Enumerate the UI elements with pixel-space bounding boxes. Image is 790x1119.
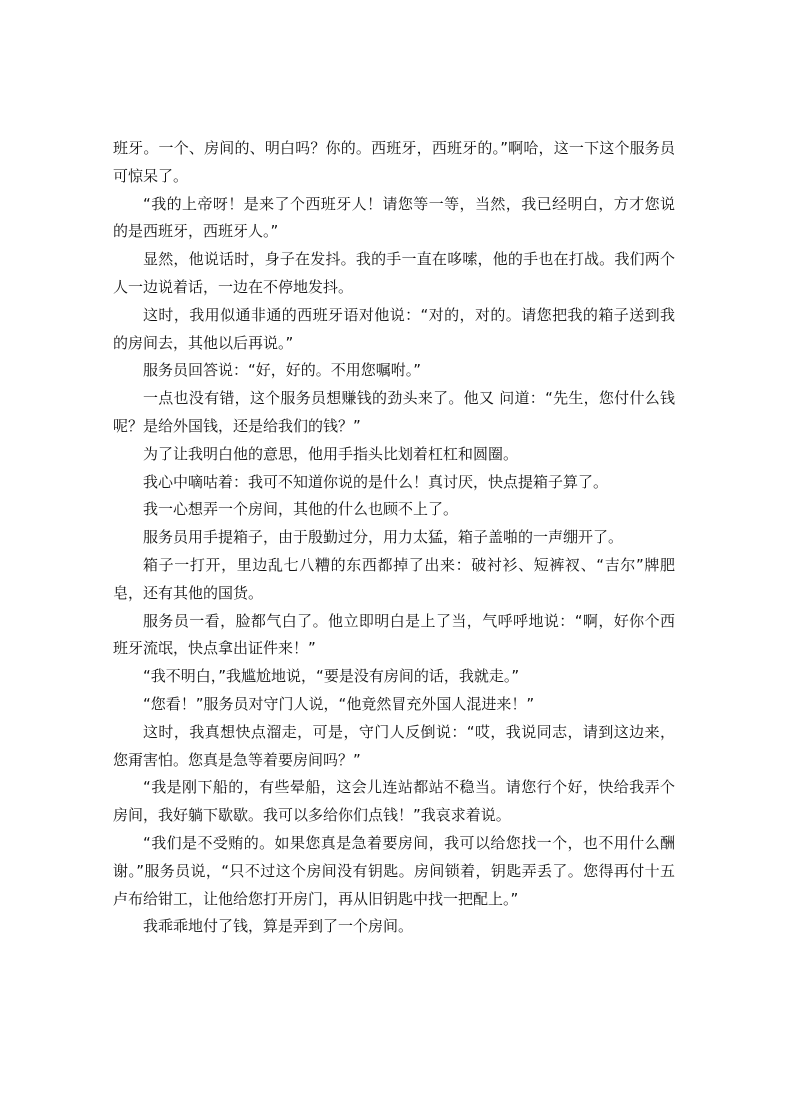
paragraph: 显然，他说话时，身子在发抖。我的手一直在哆嗦，他的手也在打战。我们两个人一边说着话，一边在不停地发抖。: [113, 250, 675, 296]
paragraph: 我乖乖地付了钱，算是弄到了一个房间。: [143, 917, 414, 936]
paragraph: 服务员回答说：“好，好的。不用您嘱咐。”: [143, 361, 422, 380]
paragraph: 班牙。一个、房间的、明白吗？你的。西班牙，西班牙的。”啊哈，这一下这个服务员可惊呆了。: [113, 139, 675, 185]
paragraph: 服务员用手提箱子，由于殷勤过分，用力太猛，箱子盖啪的一声绷开了。: [143, 528, 624, 547]
paragraph: “我们是不受贿的。如果您真是急着要房间，我可以给您找一个，也不用什么酬谢。”服务员说，“只不过这个房间没有钥匙。房间锁着，钥匙弄丢了。您得再付十五卢布给钳工，让他给您打开房门，再从旧钥匙中找一把配上。”: [113, 833, 675, 908]
paragraph: 服务员一看，脸都气白了。他立即明白是上了当，气呼呼地说：“啊，好你个西班牙流氓，快点拿出证件来！”: [113, 611, 675, 658]
paragraph: 我一心想弄一个房间，其他的什么也顾不上了。: [143, 500, 459, 519]
paragraph: 我心中嘀咕着：我可不知道你说的是什么！真讨厌，快点提箱子算了。: [143, 472, 609, 491]
paragraph: 一点也没有错，这个服务员想赚钱的劲头来了。他又 问道：“先生，您付什么钱呢？是给外国钱，还是给我们的钱？”: [113, 389, 675, 435]
paragraph: “您看！”服务员对守门人说，“他竟然冒充外国人混进来！”: [143, 694, 535, 713]
paragraph: 箱子一打开，里边乱七八糟的东西都掉了出来：破衬衫、短裤衩、“吉尔”牌肥皂，还有其他的国货。: [113, 555, 675, 602]
body-text: [113, 135, 675, 941]
paragraph: “我的上帝呀！是来了个西班牙人！请您等一等，当然，我已经明白，方才您说的是西班牙，西班牙人。”: [113, 194, 675, 241]
paragraph: 为了让我明白他的意思，他用手指头比划着杠杠和圆圈。: [143, 444, 519, 463]
paragraph: “我不明白，”我尴尬地说，“要是没有房间的话，我就走。”: [143, 667, 520, 686]
paragraph: 这时，我真想快点溜走，可是，守门人反倒说：“哎，我说同志，请到这边来，您甭害怕。您真是急等着要房间吗？”: [113, 722, 675, 769]
paragraph: “我是刚下船的，有些晕船，这会儿连站都站不稳当。请您行个好，快给我弄个房间，我好躺下歇歇。我可以多给你们点钱！”我哀求着说。: [113, 778, 675, 825]
paragraph: 这时，我用似通非通的西班牙语对他说：“对的，对的。请您把我的箱子送到我的房间去，其他以后再说。”: [113, 305, 675, 352]
